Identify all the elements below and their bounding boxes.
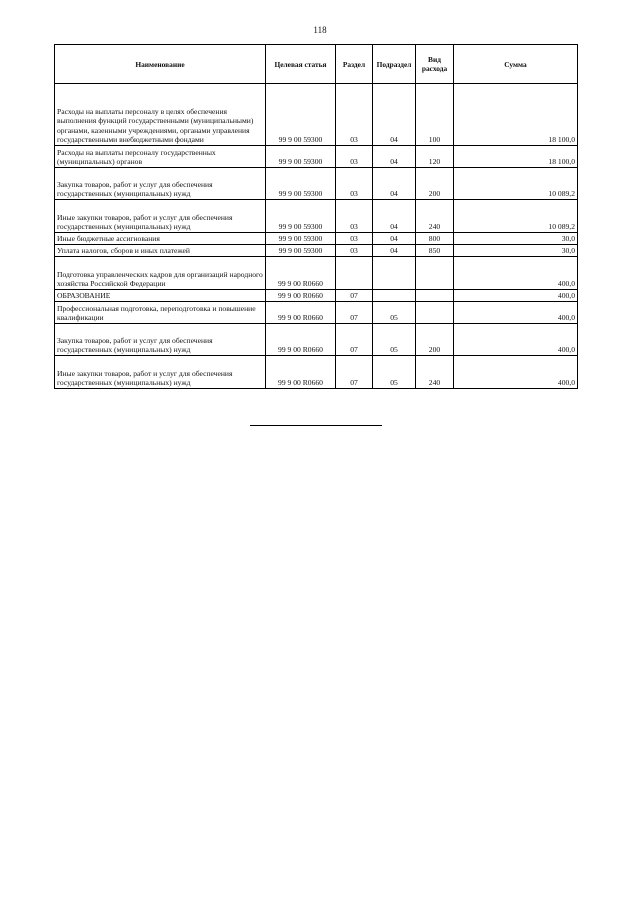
row-sum: 10 089,2 bbox=[454, 200, 578, 233]
header-subsection: Подраздел bbox=[373, 45, 416, 84]
table-row bbox=[55, 200, 578, 233]
table-row bbox=[55, 146, 578, 168]
row-subsection bbox=[373, 290, 416, 302]
row-expense-type: 240 bbox=[416, 356, 454, 389]
table-row bbox=[55, 290, 578, 302]
row-section bbox=[336, 257, 373, 290]
row-sum: 18 100,0 bbox=[454, 84, 578, 146]
table-row bbox=[55, 324, 578, 356]
header-expense-type bbox=[416, 45, 454, 84]
row-section: 03 bbox=[336, 200, 373, 233]
row-article: 99 9 00 59300 bbox=[266, 146, 336, 168]
footer-divider bbox=[250, 425, 382, 426]
row-sum: 400,0 bbox=[454, 302, 578, 324]
row-name: Иные бюджетные ассигнования bbox=[55, 233, 266, 245]
row-expense-type bbox=[416, 257, 454, 290]
table-row bbox=[55, 245, 578, 257]
table-row bbox=[55, 257, 578, 290]
row-name: Расходы на выплаты персоналу государственных (муниципальных) органов bbox=[55, 146, 266, 168]
row-subsection: 04 bbox=[373, 146, 416, 168]
row-subsection bbox=[373, 257, 416, 290]
row-expense-type: 120 bbox=[416, 146, 454, 168]
budget-table bbox=[54, 44, 578, 389]
row-article: 99 9 00 59300 bbox=[266, 168, 336, 200]
row-subsection: 04 bbox=[373, 200, 416, 233]
row-article: 99 9 00 R0660 bbox=[266, 290, 336, 302]
row-article: 99 9 00 R0660 bbox=[266, 324, 336, 356]
row-article: 99 9 00 59300 bbox=[266, 233, 336, 245]
row-name: Уплата налогов, сборов и иных платежей bbox=[55, 245, 266, 257]
row-subsection: 05 bbox=[373, 302, 416, 324]
row-section: 03 bbox=[336, 84, 373, 146]
row-article: 99 9 00 59300 bbox=[266, 245, 336, 257]
row-article: 99 9 00 59300 bbox=[266, 84, 336, 146]
row-name: Закупка товаров, работ и услуг для обеспечения государственных (муниципальных) нужд bbox=[55, 168, 266, 200]
header-name: Наименование bbox=[55, 45, 266, 84]
row-name: Иные закупки товаров, работ и услуг для обеспечения государственных (муниципальных) нужд bbox=[55, 356, 266, 389]
row-expense-type: 240 bbox=[416, 200, 454, 233]
header-sum: Сумма bbox=[454, 45, 578, 84]
row-section: 03 bbox=[336, 245, 373, 257]
row-section: 03 bbox=[336, 168, 373, 200]
row-section: 07 bbox=[336, 302, 373, 324]
row-article: 99 9 00 R0660 bbox=[266, 302, 336, 324]
header-expense-type-line2: расхода bbox=[421, 64, 448, 73]
row-expense-type: 850 bbox=[416, 245, 454, 257]
row-sum: 400,0 bbox=[454, 324, 578, 356]
row-sum: 30,0 bbox=[454, 233, 578, 245]
row-section: 07 bbox=[336, 324, 373, 356]
row-article: 99 9 00 R0660 bbox=[266, 257, 336, 290]
row-subsection: 05 bbox=[373, 324, 416, 356]
row-expense-type bbox=[416, 290, 454, 302]
table-header-row bbox=[55, 45, 578, 84]
row-article: 99 9 00 R0660 bbox=[266, 356, 336, 389]
row-name: Иные закупки товаров, работ и услуг для обеспечения государственных (муниципальных) нужд bbox=[55, 200, 266, 233]
table-row bbox=[55, 168, 578, 200]
row-section: 03 bbox=[336, 233, 373, 245]
row-sum: 400,0 bbox=[454, 356, 578, 389]
table-row bbox=[55, 302, 578, 324]
table-row bbox=[55, 356, 578, 389]
header-section: Раздел bbox=[336, 45, 373, 84]
row-name: Расходы на выплаты персоналу в целях обеспечения выполнения функций государственными (муниципальными) органами, казенными учреждениями, органами управления государственными внебюджетными фондами bbox=[55, 84, 266, 146]
table-row bbox=[55, 233, 578, 245]
page-number: 118 bbox=[313, 25, 327, 35]
row-expense-type bbox=[416, 302, 454, 324]
row-subsection: 04 bbox=[373, 233, 416, 245]
row-sum: 30,0 bbox=[454, 245, 578, 257]
header-article: Целевая статья bbox=[266, 45, 336, 84]
row-subsection: 04 bbox=[373, 84, 416, 146]
row-name: Профессиональная подготовка, переподготовка и повышение квалификации bbox=[55, 302, 266, 324]
row-name: Закупка товаров, работ и услуг для обеспечения государственных (муниципальных) нужд bbox=[55, 324, 266, 356]
row-expense-type: 200 bbox=[416, 324, 454, 356]
row-section: 07 bbox=[336, 356, 373, 389]
table-row bbox=[55, 84, 578, 146]
row-expense-type: 100 bbox=[416, 84, 454, 146]
row-expense-type: 200 bbox=[416, 168, 454, 200]
header-expense-type-line1: Вид bbox=[428, 55, 441, 64]
row-section: 03 bbox=[336, 146, 373, 168]
row-subsection: 04 bbox=[373, 245, 416, 257]
row-sum: 400,0 bbox=[454, 290, 578, 302]
row-article: 99 9 00 59300 bbox=[266, 200, 336, 233]
row-sum: 18 100,0 bbox=[454, 146, 578, 168]
row-sum: 10 089,2 bbox=[454, 168, 578, 200]
row-subsection: 05 bbox=[373, 356, 416, 389]
row-subsection: 04 bbox=[373, 168, 416, 200]
row-sum: 400,0 bbox=[454, 257, 578, 290]
row-name: Подготовка управленческих кадров для организаций народного хозяйства Российской Федерации bbox=[55, 257, 266, 290]
row-section: 07 bbox=[336, 290, 373, 302]
row-name: ОБРАЗОВАНИЕ bbox=[55, 290, 266, 302]
row-expense-type: 800 bbox=[416, 233, 454, 245]
